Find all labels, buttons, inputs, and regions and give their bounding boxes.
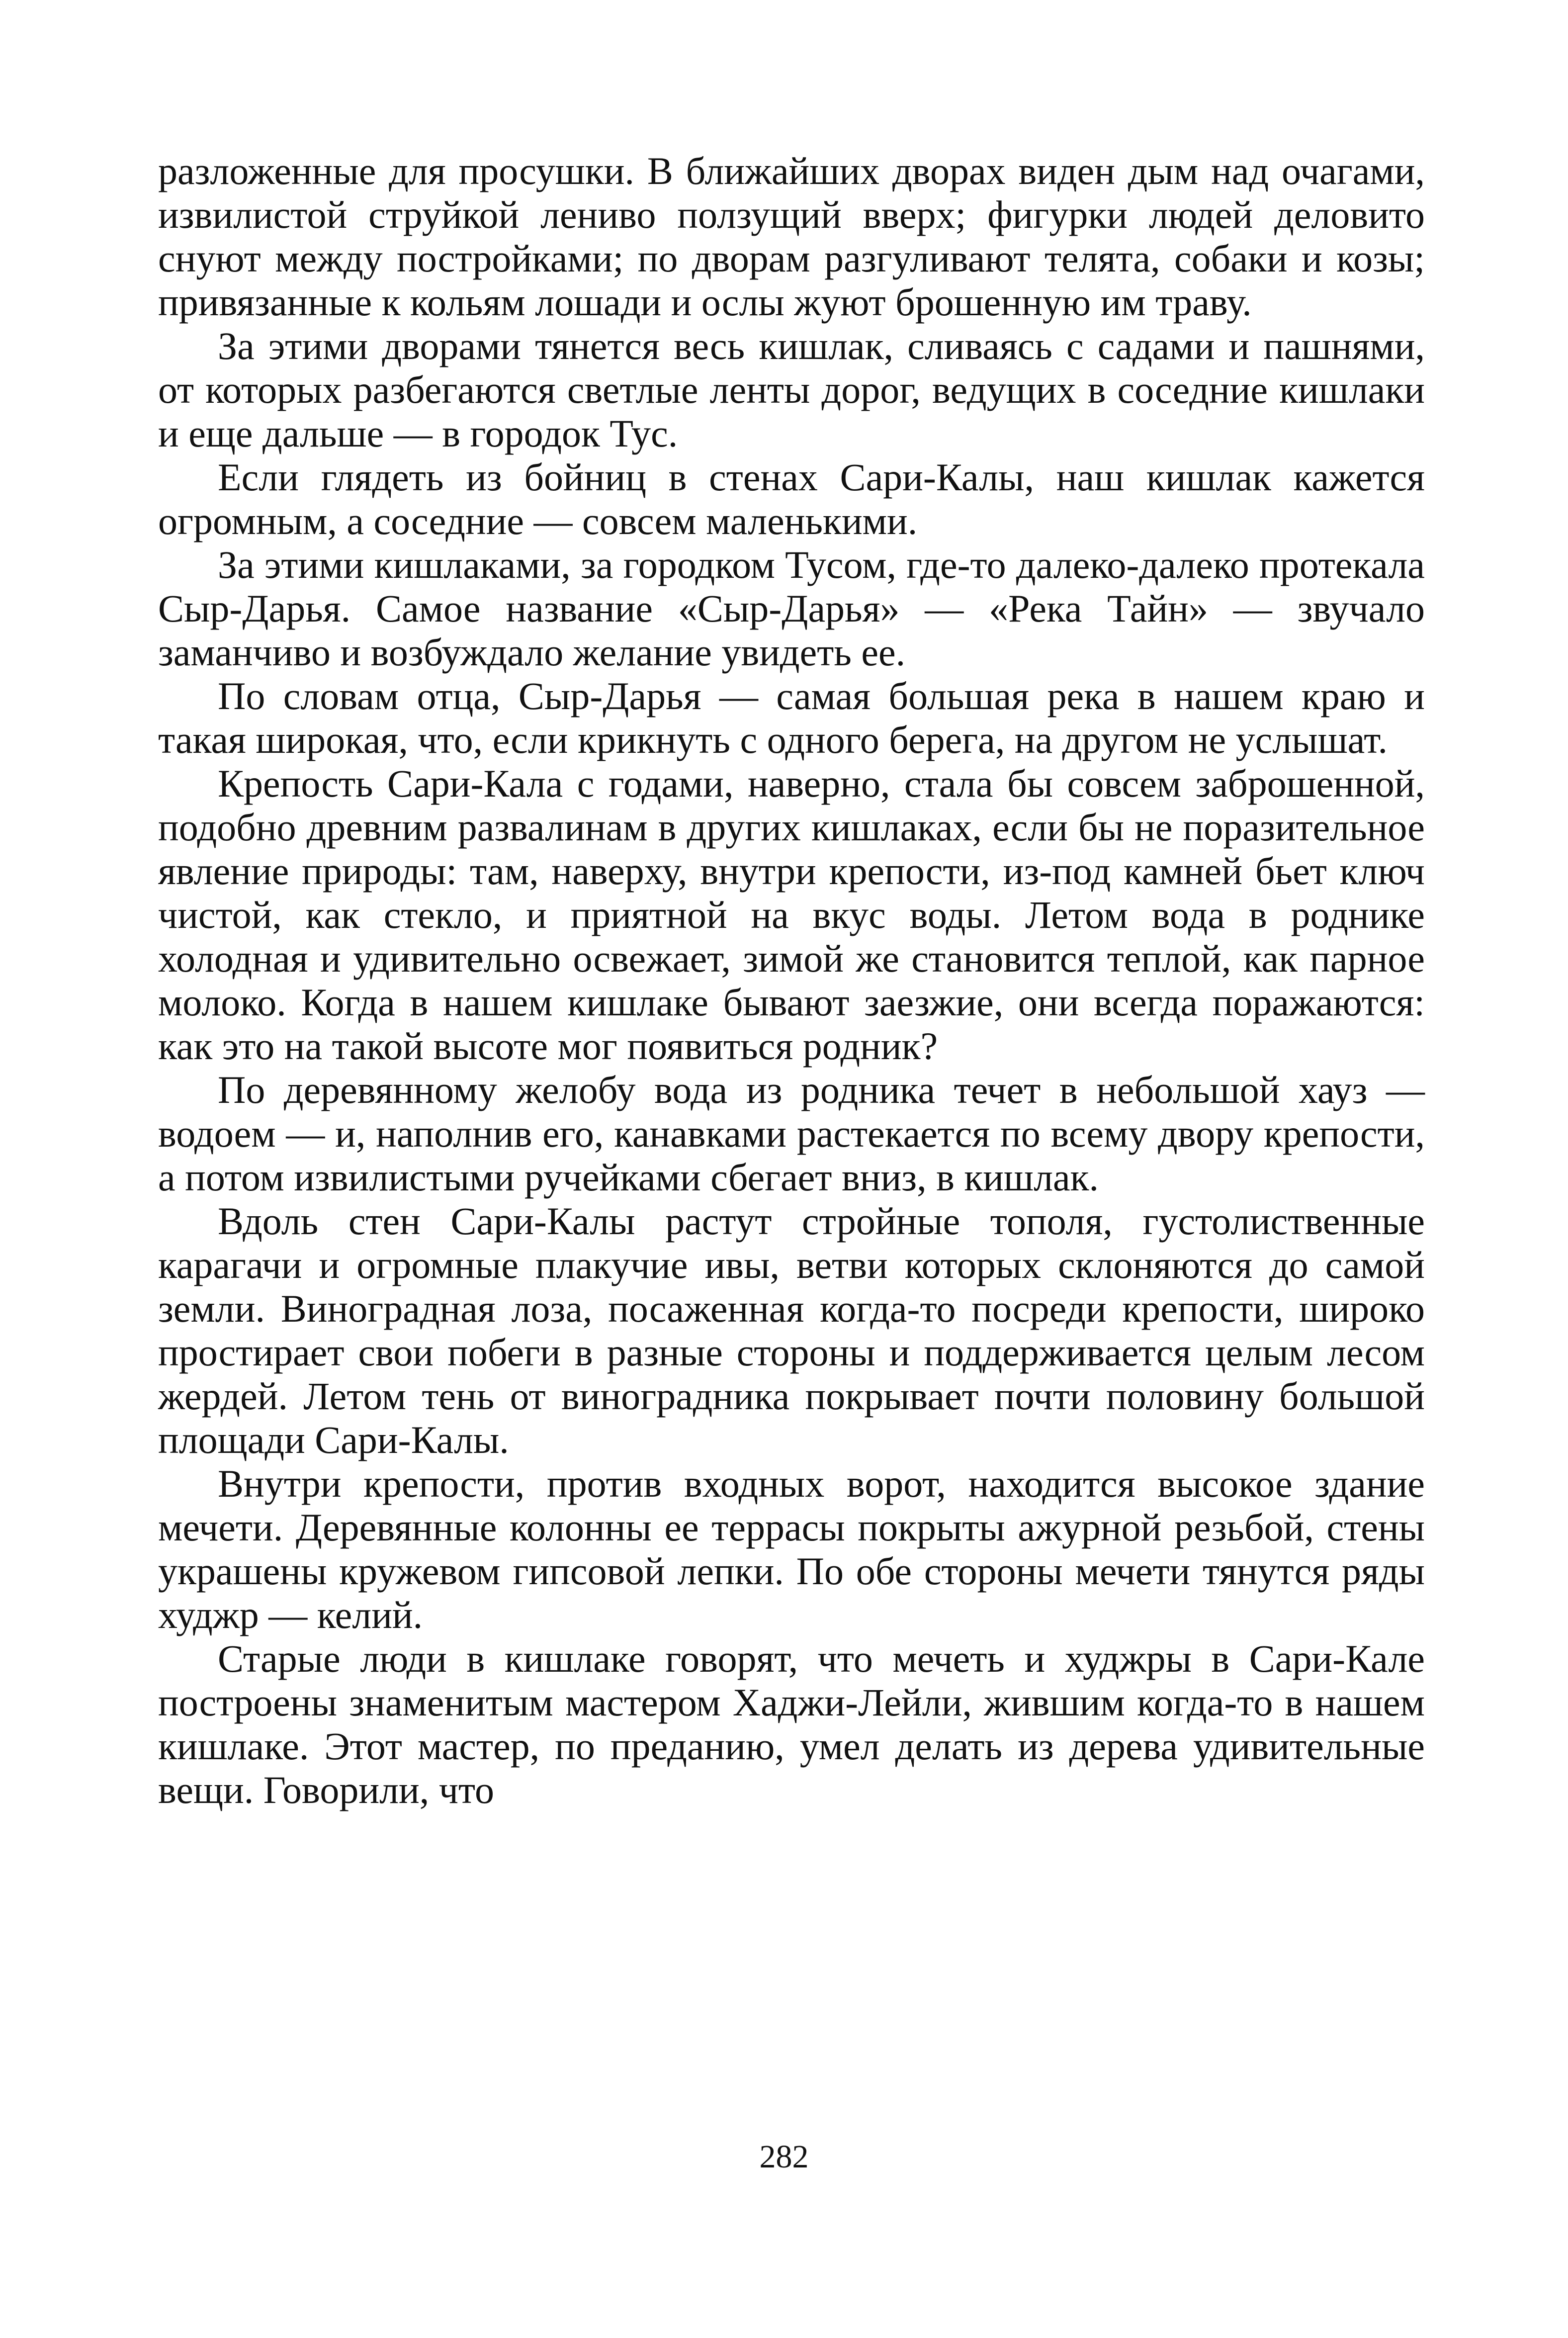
paragraph: По словам отца, Сыр-Дарья — самая большая река в нашем краю и такая широкая, что, если крикнуть с одного берега, на другом не услышат. [158,674,1425,761]
paragraph: Если глядеть из бойниц в стенах Сари-Калы, наш кишлак кажется огромным, а соседние — совсем маленькими. [158,455,1425,542]
paragraph: За этими дворами тянется весь кишлак, сливаясь с садами и пашнями, от которых разбегаются светлые ленты дорог, ведущих в соседние кишлаки и еще дальше — в городок Тус. [158,324,1425,455]
paragraph: Крепость Сари-Кала с годами, наверно, стала бы совсем заброшенной, подобно древним развалинам в других кишлаках, если бы не поразительное явление природы: там, наверху, внутри крепости, из-под камней бьет ключ чистой, как стекло, и приятной на вкус воды. Летом вода в роднике холодная и удивительно освежает, зимой же становится теплой, как парное молоко. Когда в нашем кишлаке бывают заезжие, они всегда поражаются: как это на такой высоте мог появиться родник? [158,762,1425,1068]
page-number: 282 [759,2139,809,2175]
paragraph: По деревянному желобу вода из родника течет в небольшой хауз — водоем — и, наполнив его, канавками растекается по всему двору крепости, а потом извилистыми ручейками сбегает вниз, в кишлак. [158,1068,1425,1199]
paragraph: Внутри крепости, против входных ворот, находится высокое здание мечети. Деревянные колонны ее террасы покрыты ажурной резьбой, стены украшены кружевом гипсовой лепки. По обе стороны мечети тянутся ряды худжр — келий. [158,1462,1425,1636]
paragraph: Старые люди в кишлаке говорят, что мечеть и худжры в Сари-Кале построены знаменитым мастером Хаджи-Лейли, жившим когда-то в нашем кишлаке. Этот мастер, по преданию, умел делать из дерева удивительные вещи. Говорили, что [158,1637,1425,1811]
paragraph: За этими кишлаками, за городком Тусом, где-то далеко-далеко протекала Сыр-Дарья. Самое название «Сыр-Дарья» — «Река Тайн» — звучало заманчиво и возбуждало желание увидеть ее. [158,543,1425,674]
page-text-column [158,149,1425,1812]
paragraph: Вдоль стен Сари-Калы растут стройные тополя, густолиственные карагачи и огромные плакучие ивы, ветви которых склоняются до самой земли. Виноградная лоза, посаженная когда-то посреди крепости, широко простирает свои побеги в разные стороны и поддерживается целым лесом жердей. Летом тень от виноградника покрывает почти половину большой площади Сари-Калы. [158,1199,1425,1461]
paragraph: разложенные для просушки. В ближайших дворах виден дым над очагами, извилистой струйкой лениво ползущий вверх; фигурки людей деловито снуют между постройками; по дворам разгуливают телята, собаки и козы; привязанные к кольям лошади и ослы жуют брошенную им траву. [158,149,1425,324]
